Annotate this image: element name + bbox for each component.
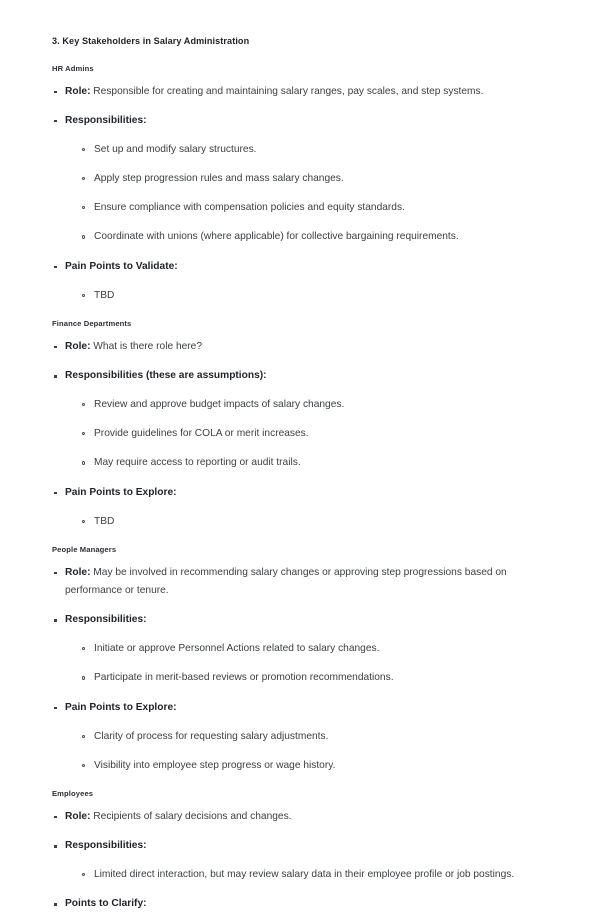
page-title: 3. Key Stakeholders in Salary Administration xyxy=(52,36,250,46)
list-item xyxy=(52,484,564,531)
list-item xyxy=(52,611,564,687)
sub-list-item xyxy=(80,396,564,414)
item-text: Responsible for creating and maintaining salary ranges, pay scales, and step systems. xyxy=(90,85,484,97)
sub-bullet-list xyxy=(80,141,564,247)
sub-bullet-wrapper xyxy=(65,287,564,305)
sub-item-text: Coordinate with unions (where applicable) for collective bargaining requirements. xyxy=(94,231,459,243)
list-item xyxy=(52,112,564,247)
sub-item-text: Clarity of process for requesting salary adjustments. xyxy=(94,730,329,742)
item-label: Role: xyxy=(65,566,91,578)
stakeholder-group xyxy=(52,319,564,531)
item-text: May be involved in recommending salary changes or approving step progressions based on performance or tenure. xyxy=(65,566,507,596)
sub-list-item xyxy=(80,454,564,472)
sub-bullet-list xyxy=(80,728,564,775)
circle-bullet-icon xyxy=(82,206,85,209)
item-text: What is there role here? xyxy=(90,340,203,352)
stakeholder-group xyxy=(52,789,564,913)
list-item xyxy=(52,338,564,356)
item-label: Pain Points to Explore: xyxy=(65,486,177,498)
sub-bullet-wrapper xyxy=(65,728,564,775)
stakeholder-group xyxy=(52,64,564,305)
square-bullet-icon xyxy=(54,346,57,349)
group-heading: People Managers xyxy=(52,544,117,554)
square-bullet-icon xyxy=(54,91,57,94)
sub-list-item xyxy=(80,287,564,305)
list-item xyxy=(52,837,564,884)
item-label: Pain Points to Validate: xyxy=(65,260,178,272)
stakeholder-group xyxy=(52,545,564,775)
sub-list-item xyxy=(80,669,564,687)
bullet-list xyxy=(52,338,564,531)
sub-bullet-list xyxy=(80,866,564,884)
circle-bullet-icon xyxy=(82,432,85,435)
sub-item-text: Limited direct interaction, but may review salary data in their employee profile or job postings. xyxy=(94,869,515,881)
sub-item-text: Apply step progression rules and mass salary changes. xyxy=(94,173,344,185)
group-heading: HR Admins xyxy=(52,63,94,73)
list-item xyxy=(52,258,564,305)
square-bullet-icon xyxy=(54,492,57,495)
list-item xyxy=(52,83,564,101)
circle-bullet-icon xyxy=(82,461,85,464)
sub-list-item xyxy=(80,425,564,443)
square-bullet-icon xyxy=(54,120,57,123)
sub-list-item xyxy=(80,170,564,188)
circle-bullet-icon xyxy=(82,520,85,523)
item-text: Recipients of salary decisions and changes. xyxy=(90,810,292,822)
stakeholder-groups xyxy=(52,64,564,913)
list-item xyxy=(52,564,564,600)
circle-bullet-icon xyxy=(82,647,85,650)
sub-list-item xyxy=(80,866,564,884)
item-label: Pain Points to Explore: xyxy=(65,701,177,713)
sub-bullet-wrapper xyxy=(65,866,564,884)
sub-bullet-list xyxy=(80,640,564,687)
sub-item-text: Provide guidelines for COLA or merit increases. xyxy=(94,428,309,440)
sub-item-text: May require access to reporting or audit trails. xyxy=(94,457,301,469)
sub-item-text: Ensure compliance with compensation policies and equity standards. xyxy=(94,202,405,214)
circle-bullet-icon xyxy=(82,403,85,406)
square-bullet-icon xyxy=(54,619,57,622)
sub-list-item xyxy=(80,199,564,217)
circle-bullet-icon xyxy=(82,735,85,738)
sub-list-item xyxy=(80,640,564,658)
item-label: Responsibilities: xyxy=(65,840,147,851)
circle-bullet-icon xyxy=(82,873,85,876)
item-label: Responsibilities: xyxy=(65,114,147,126)
list-item xyxy=(52,367,564,473)
sub-bullet-wrapper xyxy=(65,513,564,531)
square-bullet-icon xyxy=(54,707,57,710)
list-item xyxy=(52,699,564,775)
sub-item-text: TBD xyxy=(94,515,115,527)
sub-list-item xyxy=(80,757,564,775)
sub-bullet-list xyxy=(80,396,564,472)
circle-bullet-icon xyxy=(82,764,85,767)
sub-bullet-wrapper xyxy=(65,141,564,247)
square-bullet-icon xyxy=(54,266,57,269)
circle-bullet-icon xyxy=(82,294,85,297)
list-item xyxy=(52,808,564,826)
circle-bullet-icon xyxy=(82,177,85,180)
sub-list-item xyxy=(80,513,564,531)
item-label: Points to Clarify: xyxy=(65,898,147,910)
group-heading: Finance Departments xyxy=(52,318,132,328)
sub-item-text: Participate in merit-based reviews or promotion recommendations. xyxy=(94,672,394,684)
square-bullet-icon xyxy=(54,845,57,848)
bullet-list xyxy=(52,564,564,775)
circle-bullet-icon xyxy=(82,235,85,238)
sub-item-text: Initiate or approve Personnel Actions related to salary changes. xyxy=(94,643,380,655)
sub-list-item xyxy=(80,228,564,246)
bullet-list xyxy=(52,808,564,913)
square-bullet-icon xyxy=(54,375,57,378)
square-bullet-icon xyxy=(54,816,57,819)
item-label: Role: xyxy=(65,810,91,822)
sub-bullet-wrapper xyxy=(65,396,564,472)
sub-bullet-list xyxy=(80,513,564,531)
sub-item-text: TBD xyxy=(94,289,115,301)
sub-list-item xyxy=(80,141,564,159)
sub-bullet-list xyxy=(80,287,564,305)
item-label: Role: xyxy=(65,85,91,97)
item-label: Role: xyxy=(65,340,91,352)
square-bullet-icon xyxy=(54,903,57,906)
square-bullet-icon xyxy=(54,572,57,575)
item-label: Responsibilities (these are assumptions): xyxy=(65,369,267,381)
circle-bullet-icon xyxy=(82,676,85,679)
list-item xyxy=(52,895,564,913)
sub-item-text: Review and approve budget impacts of salary changes. xyxy=(94,399,345,411)
sub-item-text: Set up and modify salary structures. xyxy=(94,143,257,155)
item-label: Responsibilities: xyxy=(65,614,147,626)
circle-bullet-icon xyxy=(82,148,85,151)
bullet-list xyxy=(52,83,564,305)
sub-list-item xyxy=(80,728,564,746)
sub-bullet-wrapper xyxy=(65,640,564,687)
group-heading: Employees xyxy=(52,788,94,798)
sub-item-text: Visibility into employee step progress or wage history. xyxy=(94,759,336,771)
